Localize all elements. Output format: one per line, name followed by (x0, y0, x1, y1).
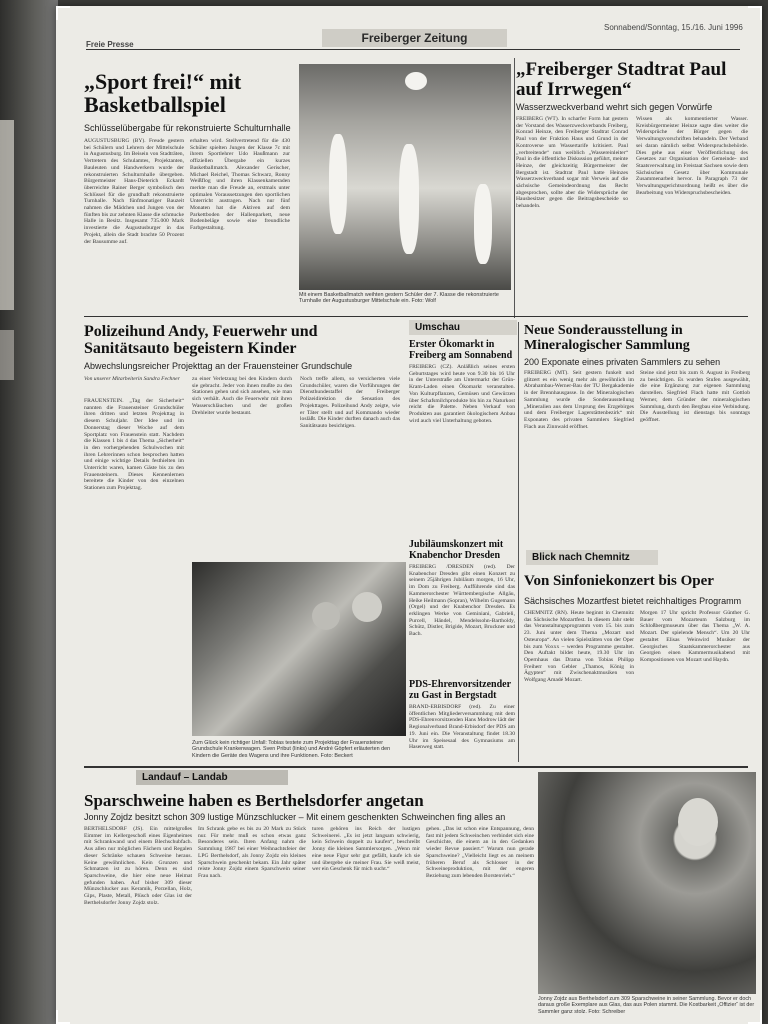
stadtrat-body-col2: Wissen als kommentierter Wasser. Kreisbürgermeister Heinze sagte dies weiter die Widersprüche der Bürger gegen die Verwaltungsvorschriften behandeln. Der Verband sei daran nämlich selbst Widerspruchsbehörde. Dies gehe aus einer Veröffentlichung des Gesetzes zur Organisation der Gemeinde- und Staatsverwaltung im Freistaat Sachsen sowie dem Sächsischen Gesetz über Kommunale Zusammenarbeit hervor. In Paragraph 73 der Verwaltungsgerichtsordnung heißt es über die Bearbeitung von Widerspruchsbescheiden. (636, 116, 748, 196)
issue-date: Sonnabend/Sonntag, 15./16. Juni 1996 (604, 23, 743, 32)
landauf-subhead: Jonny Zojdz besitzt schon 309 lustige Münzschlucker – Mit einem geschenkten Schweinchen fing alles an (84, 812, 506, 822)
sonder-body-col2: Steine sind jetzt bis zum 8. August in Freiberg zu besichtigen. Es wurden Stufen ausgewählt, die eine Ergänzung zur eigenen Sammlung darstellen. Siegfried Flach hatte mit Gottlob Werner, dem Gründer der mineralogischen Sammlung, durch den Bergbau eine Verbindung. Die Ausstellung ist dienstags bis sonntags geöffnet. (640, 370, 750, 423)
polizei-body-col1: FRAUENSTEIN. „Tag der Sicherheit“ nannten die Frauensteiner Grundschüler ihren dritten und letzten Projekttag in diesem Schuljahr. Der Idee und im Donnerstag dieser Woche auf dem Sportplatz von Frauenstein statt. Nachdem die Klassen 1 bis 4 das Thema „Sicherheit“ in den vorhergehenden Schulwochen mit ihren Lehrerinnen schon besprochen hatten und einige wichtige Details festhielten im Unterricht waren, kamen Gäste bis zu den Frauensteinern. Dieses Kennenlernen bereitete die Kinder von den einzelnen Stationen zum Projekttag. (84, 398, 184, 492)
polizei-headline: Polizeihund Andy, Feuerwehr und Sanitätsauto begeistern Kinder (84, 323, 318, 357)
header-rule (86, 49, 740, 50)
sonder-headline: Neue Sonderausstellung in Mineralogischer Sammlung (524, 323, 690, 353)
landauf-body-col4: gehen. „Das ist schon eine Entspannung, denn fast mit jedem Schweinchen verbindet sich eine Geschichte, die einem an in den Gedanken wieder Revue passiert.“ Warum nun gerade Sparschweine? „Vielleicht liegt es an meinem früheren Beruf als Schlosser in der Schweineproduktion, mit der engeren Beziehung zum lebenden Borstenvieh.“ (426, 826, 534, 879)
collector-photo (538, 772, 756, 994)
polizei-subhead: Abwechslungsreicher Projekttag an der Frauensteiner Grundschule (84, 361, 353, 371)
sport-body-col1: AUGUSTUSBURG (BY). Freude gestern bei Schülern und Lehrern der Mittelschule in Augustusburg. Im Beisein von Stadträten, Vertretern des Schulamtes, Projektanten, Bauleuten und Handwerkern wurde der rekonstruierten Schulturnhalle übergeben. Bürgermeister Hans-Dieterich Eckardt überreichte Rainer Berger symbolisch den Schlüssel für die grundhaft rekonstruierte Turnhalle. Nach fünfmonatiger Bauzeit nahmen die Mädchen und Jungen von der fünften bis zur zehnten Klasse die schmucke Halle in Besitz. Insgesamt 735.000 Mark investierte die Augustusburger in das Projekt, allein die Stadt brachte 50 Prozent der Bausumme auf. (84, 138, 184, 245)
basketball-photo (299, 64, 511, 290)
person-head (352, 592, 382, 622)
sonder-body-col1: FREIBERG (MT). Seit gestern funkelt und glitzert es ein wenig mehr als gewöhnlich im Abrahambau-Werner-Bau der TU Bergakademie in der Brennhausgasse. In der Mineralogischen Sammlung wurde die Sonderausstellung „Mineralien aus dem Ursprung des Erzgebirges und dem Freiberger Lagerstättenbezirk“ mit Exponaten des privaten Sammlers Siegfried Flach aus Zinnwald eröffnet. (524, 370, 634, 430)
sport-subhead: Schlüsselübergabe für rekonstruierte Schulturnhalle (84, 123, 291, 133)
crop-corner-tr (748, 6, 762, 20)
umschau-h2: Jubiläumskonzert mit Knabenchor Dresden (409, 539, 504, 561)
sonder-subhead: 200 Exponate eines privaten Sammlers zu sehen (524, 357, 721, 367)
sinfonie-body-col1: CHEMNITZ (RN). Heute beginnt in Chemnitz das Sächsische Mozartfest. In diesem Jahr steht das Veranstaltungsprogramm vom 15. bis zum 23. Juni unter dem Thema „Mozart und Osteuropa“. An vielen Spielstätten von der Oper bis zum Voxxx – werden Programme gestaltet. Den Auftakt bildet heute, 19.30 Uhr im Opernhaus das Drama von Tobias Philipp Freiherr von Gebler „Thamos, König in Ägypten“ mit Zwischenaktmusiken von Wolfgang Amadé Mozart. (524, 610, 634, 684)
landauf-body-col1: BERTHELSDORF (JS). Ein mittelgroßes Eimmer im Kellergeschoß eines Eigenheimes mit Schrankwand und einem Blechschubfach. Aus allen nur möglichen Fächern und Regalen dieser Schränke schauen Schweine heraus. Keine gewöhnlichen. Kein Grunzen und Schmatzen ist zu hören. Denn es sind Sparschweine, die hier eine neue Heimat gefunden haben. Auf bisher 309 dieser Münzschlucker aus Keramik, Porzellan, Holz, Gips, Plaste, Metall, Plüsch oder Glas ist der Berthelsdorfer Jonny Zojdz stolz. (84, 826, 192, 906)
section-rule (84, 316, 748, 317)
umschau-h3: PDS-Ehrenvorsitzender zu Gast in Bergstadt (409, 679, 511, 701)
umschau-label: Umschau (409, 320, 517, 335)
landauf-label: Landauf – Landab (136, 770, 288, 785)
crop-corner-tl (56, 6, 70, 20)
player-figure-3 (474, 184, 492, 264)
crop-corner-bl (56, 1010, 70, 1024)
column-divider (514, 58, 515, 318)
masthead: Freiberger Zeitung (322, 29, 507, 47)
stadtrat-subhead: Wasserzweckverband wehrt sich gegen Vorwürfe (516, 102, 713, 112)
sport-body-col2: erhalten wird. Stellvertretend für die 430 Schüler spielten Jungen der Klasse 7c mit ihrem Sportlehrer Udo Haußmann zur offiziellen Übergabe ein kurzes Basketballmatch. Alexander Gerischer, Michael Reichel, Thomas Schwarz, Ronny Weißflog und ihren Klassenkameraden merkte man die Freude an, erstmals unter optimalen Voraussetzungen den sportlichen Unterricht austragen. Nach nur fünf Monaten hat die Aktiven auf dem Parkettboden der Hallenparkett, neue Bodenbeläge sowie eine freundliche Farbgestaltung. (190, 138, 290, 232)
polizei-body-col3: Noch treffe allem, so versicherten viele Grundschüler, waren die Vorführungen der Diensthundestaffel der Freiberger Polizeidirektion die Sensation des Projekttages. Polizeihund Andy zeigte, wie er Täter stellt und auf Kommando wieder losläßt. Die Kinder durften danach auch das Sanitätsauto besichtigen. (300, 376, 400, 429)
sport-caption: Mit einem Basketballmatch weihten gestern Schüler der 7. Klasse die rekonstruierte Turnhalle der Augustusburger Mittelschule ein. Foto: Wolf (299, 292, 499, 305)
player-figure-2 (399, 144, 419, 254)
newspaper-page (56, 6, 762, 1024)
landauf-body-col3: turen gehören ins Reich der lustigen Schweinerei. „Es ist jetzt langsam schwierig, kein Schwein doppelt zu kaufen“, beschreibt Jonny die kleinen Sammlersorgen. „Wenn mir eine neue Figur sehr gut gefällt, kaufe ich sie und übergebe sie meiner Frau. Sie weiß meist, wer ein Geschenk für mich sucht.“ (312, 826, 420, 873)
chemnitz-label: Blick nach Chemnitz (526, 550, 658, 565)
player-figure (329, 134, 347, 234)
ambulance-photo (192, 562, 406, 736)
person-head-2 (312, 602, 340, 630)
stadtrat-body-col1: FREIBERG (WT). In scharfer Form hat gestern der Vorstand des Wasserzweckverbands Freiberg, Konrad Heinze, den Freiberger Stadtrat Conrad Paul von der Fraktion Haus und Grund in der Kontroverse um Wassertarife kritisiert. Paul „verbreitende“ nun weiblich „Wassereinleiter“ Paul in die öffentliche Diskussion geführt, meinte Heinze, der gleichzeitig Bürgermeister der Bergstadt ist. Stadtrat Paul hatte Heinzes Wasserzweckverband sogar mit Verweis auf die sächsische Gemeindeordnung das Recht abgesprochen, sollte aber die Widersprüche der Hausbesitzer gegen die Beitragsbescheide so behandeln. (516, 116, 628, 210)
polizei-caption: Zum Glück kein richtiger Unfall: Tobias testete zum Projekttag der Frauensteiner Grundschule Krankenwagen. Sven Pribut (links) und André Göpfert erläuterten den Kindern die Geräte des Wagens und ihre Funktionen. Foto: Beckert (192, 740, 391, 759)
sinfonie-subhead: Sächsisches Mozartfest bietet reichhaltiges Programm (524, 596, 742, 606)
paper-name: Freie Presse (86, 40, 134, 49)
sinfonie-headline: Von Sinfoniekonzert bis Oper (524, 573, 714, 589)
polizei-byline: Von unserer Mitarbeiterin Sandra Fechner (84, 376, 180, 382)
umschau-h1: Erster Ökomarkt in Freiberg am Sonnabend (409, 339, 513, 361)
landauf-headline: Sparschweine haben es Berthelsdorfer angetan (84, 791, 424, 810)
polizei-body-col2: zu einer Verletzung bei den Kindern durch sie gebracht. Jeder von ihnen mußte zu den Stationen gehen und sich ansehen, wie man sich verhält. Auch die Feuerwehr mit ihren Wasserschläuchen und der großen Drehleiter wurde bestaunt. (192, 376, 292, 416)
landauf-caption: Jonny Zojdz aus Berthelsdorf zum 309 Sparschweine in seiner Sammlung. Bevor er doch daraus große Exemplare aus Glas, das aus Polen stammt. Die Kostbarkeit „Offizier“ ist der Sammler ganz stolz. Foto: Schreiber (538, 996, 755, 1015)
umschau-b2: FREIBERG /DRESDEN (red). Der Knabenchor Dresden gibt einen Konzert zu seinem 25jährigen Jubiläum morgen, 16 Uhr, im Dom zu Freiberg. Aufführende sind das Kammerorchester Württembergische Allgäu, Heike Heilmann (Sopran), Wilhelm Gugemann (Orgel) und der Knabenchor Dresden. Es erklingen Werke von Geminiani, Gabrieli, Purcell, Händel, Mendelssohn-Bartholdy, Schütz, Distler, Brigide, Mozart, Bruckner und Bach. (409, 564, 515, 638)
column-divider-2 (518, 322, 519, 762)
left-page-edge (0, 0, 58, 1024)
stadtrat-headline: „Freiberger Stadtrat Paul auf Irrwegen“ (516, 59, 727, 100)
neighbor-page-strip (0, 120, 14, 310)
collector-face (678, 798, 718, 846)
basketball (405, 72, 427, 90)
neighbor-page-strip-2 (0, 330, 14, 380)
umschau-b1: FREIBERG (CZ). Anläßlich seines ersten Geburtstages wird heute von 9.30 bis 16 Uhr in der Unterstraße am Untermarkt der Grün-Kram-Laden einen Ökomarkt veranstalten. Von Kulturpflanzen, Gemüsen und Gewürzen über Schafsmilchprodukte bis hin zu Naturkost reicht die Palette. Neben Verkauf von Produkten aus garantiert ökologischem Anbau wird auch viel Unterhaltung geboten. (409, 364, 515, 424)
sport-headline: „Sport frei!“ mit Basketballspiel (84, 69, 242, 118)
landauf-body-col2: Im Schrank gebe es bis zu 20 Mark zu Stück nur. Für mehr muß es schon etwas ganz Besonderes sein. Ihren Anfang nahm die Sammlung 1987 bei einer Weihnachtsfeier der LPG Berthelsdorf, als Jonny Zojdz ein kleines Sparschwein geschenkt bekam. Ein Jahr später reiste Jonny Zojdz einem Sparschwein seiner Frau nach. (198, 826, 306, 879)
section-rule-2 (84, 766, 748, 768)
umschau-b3: BRAND-ERBISDORF (red). Zu einer öffentlichen Mitgliederversammlung mit dem PDS-Ehrenvorsitzenden Hans Modrow lädt der Regionalverband Brand-Erbisdorf der PDS am 19. Juni ein. Die Veranstaltung findet 18.30 Uhr im Speisesaal des Gymnasiums am Hasenweg statt. (409, 704, 515, 751)
sinfonie-body-col2: Morgen 17 Uhr spricht Professor Günther G. Bauer vom Mozarteum Salzburg im Schloßbergmuseum über das Thema „W. A. Mozart. Der spielende Mensch“. Um 20 Uhr gestaltet Elisas Weinwird Musiker der Georgisches Staatskammerorchester aus Georgien einen Kammermusikabend mit Kompositionen von Mozart und Haydn. (640, 610, 750, 663)
